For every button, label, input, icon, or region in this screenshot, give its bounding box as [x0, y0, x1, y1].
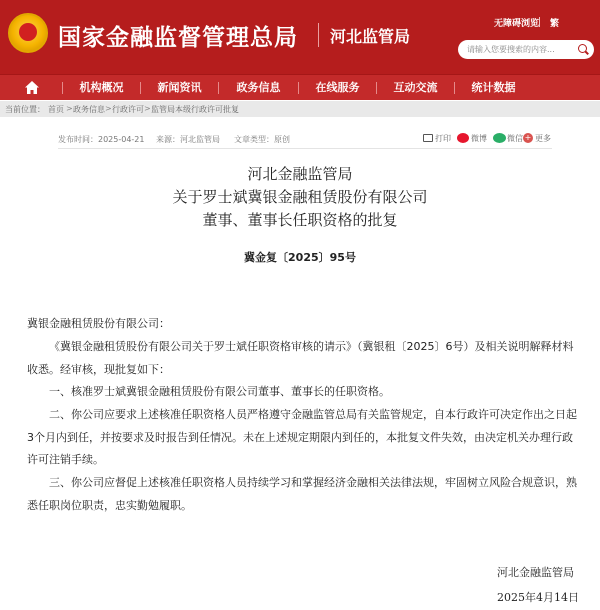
search-icon[interactable]	[578, 44, 587, 53]
sign-date: 2025年4月14日	[497, 591, 579, 604]
site-header	[0, 0, 600, 74]
main-nav	[0, 74, 600, 100]
branch-name[interactable]: 河北监管局	[330, 27, 411, 46]
breadcrumb-government-info[interactable]: 政务信息	[73, 105, 105, 114]
search-input[interactable]	[467, 43, 577, 56]
article-source: 来源：河北监管局	[156, 135, 220, 144]
body-paragraph: 三、你公司应督促上述核准任职资格人员持续学习和掌握经济金融相关法律法规，牢固树立风险合规意识，熟悉任职岗位职责，忠实勤勉履职。	[27, 476, 577, 512]
traditional-chinese-link[interactable]: 繁	[550, 19, 560, 29]
nav-item-about[interactable]: 机构概况	[79, 81, 124, 94]
signer: 河北金融监管局	[497, 566, 574, 579]
title-divider	[318, 23, 319, 47]
body-paragraph: 二、你公司应要求上述核准任职资格人员严格遵守金融监管总局有关监管规定，自本行政许可决定作出之日起3个月内到任，并按要求及时报告到任情况。未在上述规定期限内到任的，本批复文件失效，由决定机关办理行政许可注销手续。	[27, 408, 577, 466]
wechat-icon[interactable]	[493, 133, 506, 143]
document-title-line-3: 董事、董事长任职资格的批复	[202, 211, 398, 229]
breadcrumb-admin-license[interactable]: 行政许可	[112, 105, 144, 114]
divider	[58, 148, 552, 149]
document-title-line-2: 关于罗士斌冀银金融租赁股份有限公司	[172, 188, 428, 206]
weibo-share-button[interactable]: 微博	[471, 134, 487, 143]
breadcrumb-separator: >	[105, 104, 112, 113]
addressee: 冀银金融租赁股份有限公司：	[27, 317, 170, 330]
breadcrumb-current[interactable]: 监管局本级行政许可批复	[151, 105, 239, 114]
link-divider	[539, 17, 540, 27]
nav-item-interaction[interactable]: 互动交流	[393, 81, 438, 94]
accessibility-link[interactable]: 无障碍浏览	[494, 19, 540, 29]
breadcrumb-separator: >	[144, 104, 151, 113]
home-icon[interactable]	[24, 80, 40, 95]
national-emblem-icon	[8, 13, 48, 53]
breadcrumb-separator: >	[66, 104, 73, 113]
more-icon[interactable]: +	[524, 133, 532, 142]
nav-item-news[interactable]: 新闻资讯	[157, 81, 202, 94]
print-button[interactable]: 打印	[435, 134, 451, 143]
print-icon[interactable]	[423, 134, 433, 142]
site-title[interactable]: 国家金融监督管理总局	[58, 25, 298, 51]
wechat-share-button[interactable]: 微信	[507, 134, 523, 143]
document-title-line-1: 河北金融监管局	[247, 165, 353, 183]
search-box	[458, 40, 594, 59]
breadcrumb-prefix: 当前位置：	[5, 105, 45, 114]
weibo-icon[interactable]	[457, 133, 469, 143]
nav-item-government-info[interactable]: 政务信息	[236, 81, 281, 94]
breadcrumb-home[interactable]: 首页	[48, 105, 64, 114]
nav-item-online-service[interactable]: 在线服务	[315, 81, 360, 94]
nav-item-statistics[interactable]: 统计数据	[471, 81, 516, 94]
body-paragraph: 一、核准罗士斌冀银金融租赁股份有限公司董事、董事长的任职资格。	[49, 385, 390, 398]
document-number: 冀金复〔2025〕95号	[244, 251, 356, 264]
article-type: 文章类型：原创	[234, 135, 290, 144]
breadcrumb	[0, 101, 600, 117]
publish-date: 发布时间：2025-04-21	[58, 135, 145, 144]
more-share-button[interactable]: 更多	[535, 134, 551, 143]
body-paragraph: 《冀银金融租赁股份有限公司关于罗士斌任职资格审核的请示》（冀银租〔2025〕6号）及相关说明解释材料收悉。经审核，现批复如下：	[27, 340, 574, 376]
